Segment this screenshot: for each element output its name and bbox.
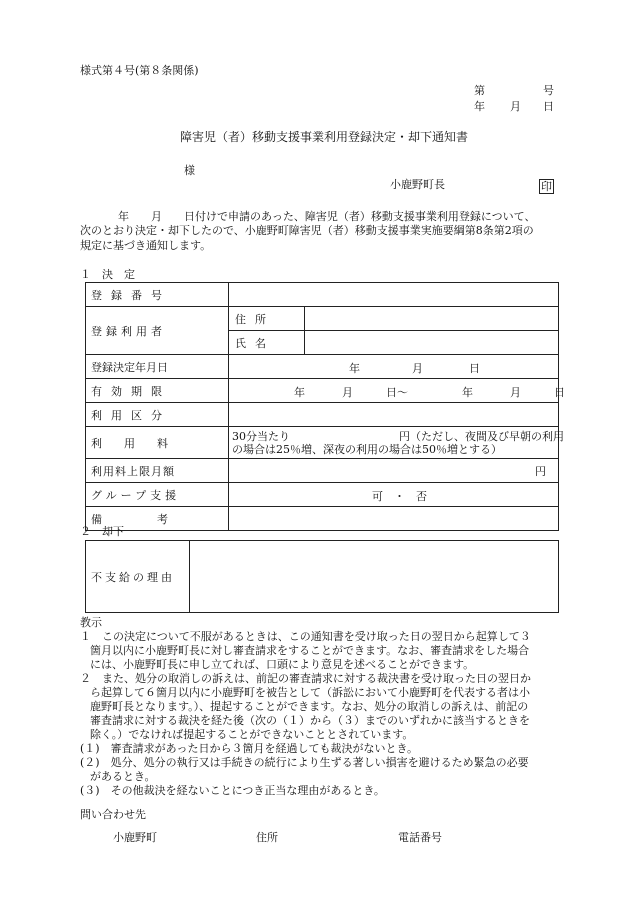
decision-date-day: 日	[469, 361, 480, 375]
fee-label: 利用料	[86, 427, 229, 459]
address-label: 住所	[229, 307, 305, 331]
fee-cap-label: 利用料上限月額	[86, 459, 229, 483]
notice-heading: 教示	[80, 616, 102, 629]
seal-label: 印	[541, 180, 552, 193]
validity-value	[229, 379, 565, 403]
doc-date-month: 月	[510, 100, 521, 113]
fee-cap-unit: 円	[229, 459, 559, 483]
validity-start-day: 日～	[386, 385, 408, 399]
validity-label: 有効期限	[86, 379, 229, 403]
remarks-value	[229, 507, 559, 531]
notice-item-2-line-2: ら起算して６箇月以内に小鹿野町を被告として（訴訟において小鹿野町を代表する者は小	[90, 686, 530, 699]
notice-case-2-line-1: (２) 処分、処分の執行又は手続きの続行により生ずる著しい損害を避けるため緊急の必要	[80, 756, 529, 769]
notice-item-2-line-3: 鹿野町長となります。）、提起することができます。なお、処分の取消しの訴えは、前記の	[90, 700, 529, 713]
intro-line-1: 年 月 日付けで申請のあった、障害児（者）移動支援事業利用登録について、	[118, 210, 536, 223]
decision-date-year: 年	[349, 361, 360, 375]
fee-per-30min: 30分当たり	[232, 429, 290, 443]
name-label: 氏名	[229, 331, 305, 355]
document-title: 障害児（者）移動支援事業利用登録決定・却下通知書	[180, 130, 469, 144]
category-label: 利用区分	[86, 403, 229, 427]
doc-number-prefix: 第	[474, 84, 485, 97]
group-support-value: 可 ・ 否	[372, 489, 427, 503]
notice-item-1-line-3: には、小鹿野町長に申し立てれば、口頭により意見を述べることができます。	[90, 658, 475, 671]
decision-date-label: 登録決定年月日	[86, 355, 229, 379]
rejection-reason-label: 不支給の理由	[86, 541, 190, 613]
notice-item-2-line-1: ２ また、処分の取消しの訴えは、前記の審査請求に対する裁決書を受け取った日の翌日か	[80, 672, 531, 685]
validity-end-year: 年	[462, 385, 473, 399]
sender-name: 小鹿野町長	[390, 178, 445, 191]
form-number: 様式第４号(第８条関係)	[80, 64, 199, 77]
notice-item-1-line-2: 箇月以内に小鹿野町長に対し審査請求をすることができます。なお、審査請求をした場合	[90, 644, 530, 657]
fee-surcharge-note: の場合は25％増、深夜の利用の場合は50％増とする）	[232, 442, 502, 456]
fee-value	[229, 427, 564, 459]
addressee-suffix: 様	[184, 164, 195, 177]
remarks-label: 備考	[86, 507, 229, 531]
doc-number-suffix: 号	[543, 84, 554, 97]
reg-user-label: 登録利用者	[86, 307, 229, 355]
validity-start-year: 年	[294, 385, 305, 399]
group-support-label: グループ支援	[86, 483, 229, 507]
validity-start-month: 月	[342, 385, 353, 399]
group-support-value-cell	[229, 483, 559, 507]
reg-number-value	[229, 283, 559, 307]
doc-date-year: 年	[474, 100, 485, 113]
notice-item-2-line-4: 審査請求に対する裁決を経た後（次の（１）から（３）までのいずれかに該当するときを	[90, 714, 530, 727]
notice-item-2-line-5: 除く。）でなければ提起することができないこととされています。	[90, 728, 414, 741]
section-decision-heading: １ 決 定	[80, 268, 135, 281]
section-rejection-heading: ２ 却下	[80, 525, 124, 538]
category-value	[229, 403, 559, 427]
notice-case-2-line-2: があるとき。	[90, 770, 156, 783]
notice-case-1: (１) 審査請求があった日から３箇月を経過しても裁決がないとき。	[80, 742, 419, 755]
address-value	[305, 307, 559, 331]
fee-note: 円（ただし、夜間及び早朝の利用	[399, 429, 564, 443]
decision-table	[85, 282, 565, 531]
contact-address-label: 住所	[256, 831, 278, 844]
name-value	[305, 331, 559, 355]
contact-heading: 問い合わせ先	[80, 808, 146, 821]
rejection-table	[85, 540, 559, 613]
validity-end-day: 日	[554, 385, 565, 399]
intro-line-2: 次のとおり決定・却下したので、小鹿野町障害児（者）移動支援事業実施要綱第8条第2項の	[80, 224, 534, 237]
decision-date-month: 月	[412, 361, 423, 375]
validity-end-month: 月	[510, 385, 521, 399]
rejection-reason-value	[190, 541, 559, 613]
reg-number-label: 登録番号	[86, 283, 229, 307]
decision-date-value	[229, 355, 559, 379]
contact-town: 小鹿野町	[113, 831, 157, 844]
doc-date-day: 日	[543, 100, 554, 113]
seal-mark	[539, 175, 554, 194]
contact-phone-label: 電話番号	[398, 831, 442, 844]
notice-case-3: (３) その他裁決を経ないことにつき正当な理由があるとき。	[80, 784, 385, 797]
notice-item-1-line-1: １ この決定について不服があるときは、この通知書を受け取った日の翌日から起算して３	[80, 630, 531, 643]
intro-line-3: 規定に基づき通知します。	[80, 239, 212, 252]
